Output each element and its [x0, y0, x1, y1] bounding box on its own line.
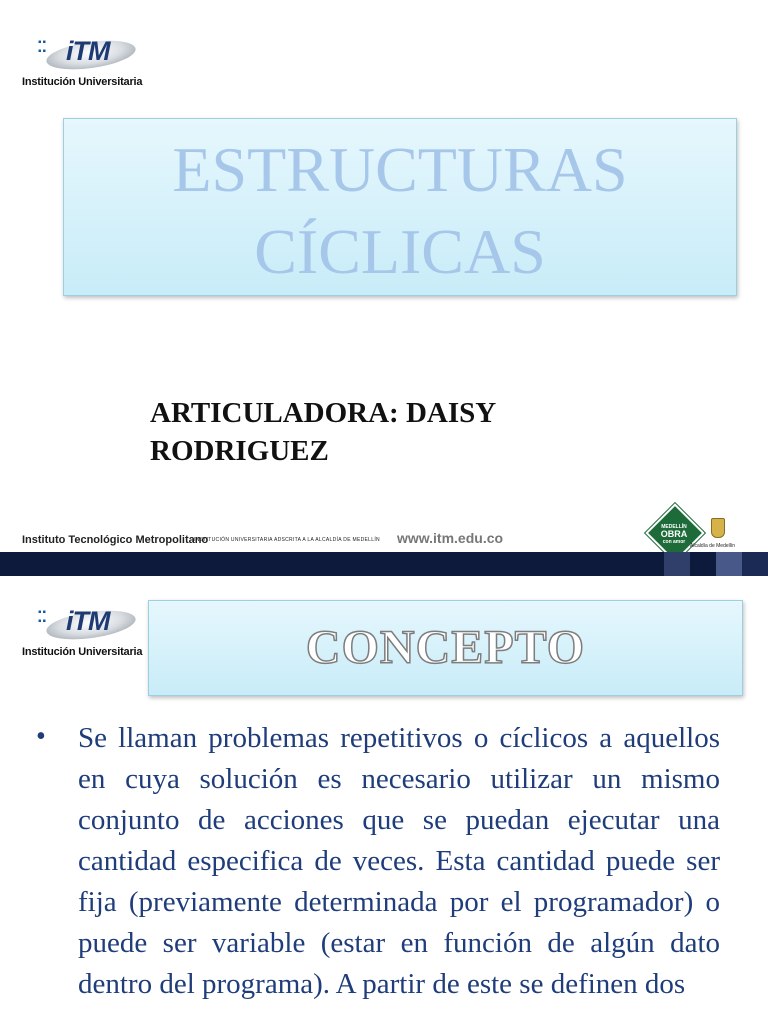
- footer-alcaldia: Alcaldía de Medellín: [690, 543, 736, 549]
- concept-heading: CONCEPTO: [305, 621, 586, 674]
- itm-logo-mark: [22, 602, 140, 644]
- obra-line-3: con amor: [662, 539, 686, 545]
- itm-logo: [22, 602, 143, 658]
- itm-logo-mark: [22, 32, 140, 74]
- logo-institution-text: Institución Universitaria: [22, 646, 143, 658]
- logo-itm-text: iTM: [66, 606, 110, 636]
- obra-line-2: OBRA: [660, 529, 688, 539]
- title-line-2: CÍCLICAS: [254, 216, 546, 287]
- author-line-1: ARTICULADORA: DAISY: [150, 397, 497, 429]
- footer-bar: [0, 552, 768, 576]
- logo-dots-icon: ▪▪ ▪▪: [38, 607, 48, 627]
- footer-adscrita: INSTITUCIÓN UNIVERSITARIA ADSCRITA A LA ALCALDÍA DE MEDELLÍN: [194, 537, 380, 543]
- bar-tile: [716, 552, 742, 576]
- list-item: [34, 718, 720, 1005]
- medellin-obra-logo: [648, 512, 700, 556]
- alcaldia-crest-icon: [711, 518, 725, 538]
- bar-tile: [664, 552, 690, 576]
- bar-tile: [690, 552, 716, 576]
- title-line-1: ESTRUCTURAS: [172, 134, 628, 205]
- obra-text: [648, 524, 700, 545]
- author-line-2: RODRIGUEZ: [150, 435, 329, 467]
- concept-heading-box: [148, 600, 743, 696]
- logo-institution-text: Institución Universitaria: [22, 76, 143, 88]
- slide-concepto: [0, 576, 768, 1024]
- title-box: [63, 118, 737, 296]
- bullet-text: Se llaman problemas repetitivos o cíclicos a aquellos en cuya solución es necesario utilizar un mismo conjunto de acciones que se puedan ejecutar una cantidad especifica de veces. Esta cantidad puede ser fija (previamente determinada por el programador) o puede ser variable (estar en función de algún dato dentro del programa). A partir de este se definen dos: [78, 722, 720, 1000]
- bullet-list: [34, 718, 720, 1005]
- logo-dots-icon: ▪▪ ▪▪: [38, 37, 48, 57]
- footer-institute-name: Instituto Tecnológico Metropolitano: [22, 534, 209, 546]
- bullet-icon: •: [36, 721, 46, 752]
- author-block: [150, 394, 496, 470]
- itm-logo: [22, 32, 143, 88]
- footer-url: www.itm.edu.co: [397, 530, 504, 546]
- obra-line-1: MEDELLÍN: [661, 524, 687, 530]
- bar-tile: [742, 552, 768, 576]
- logo-itm-text: iTM: [66, 36, 110, 66]
